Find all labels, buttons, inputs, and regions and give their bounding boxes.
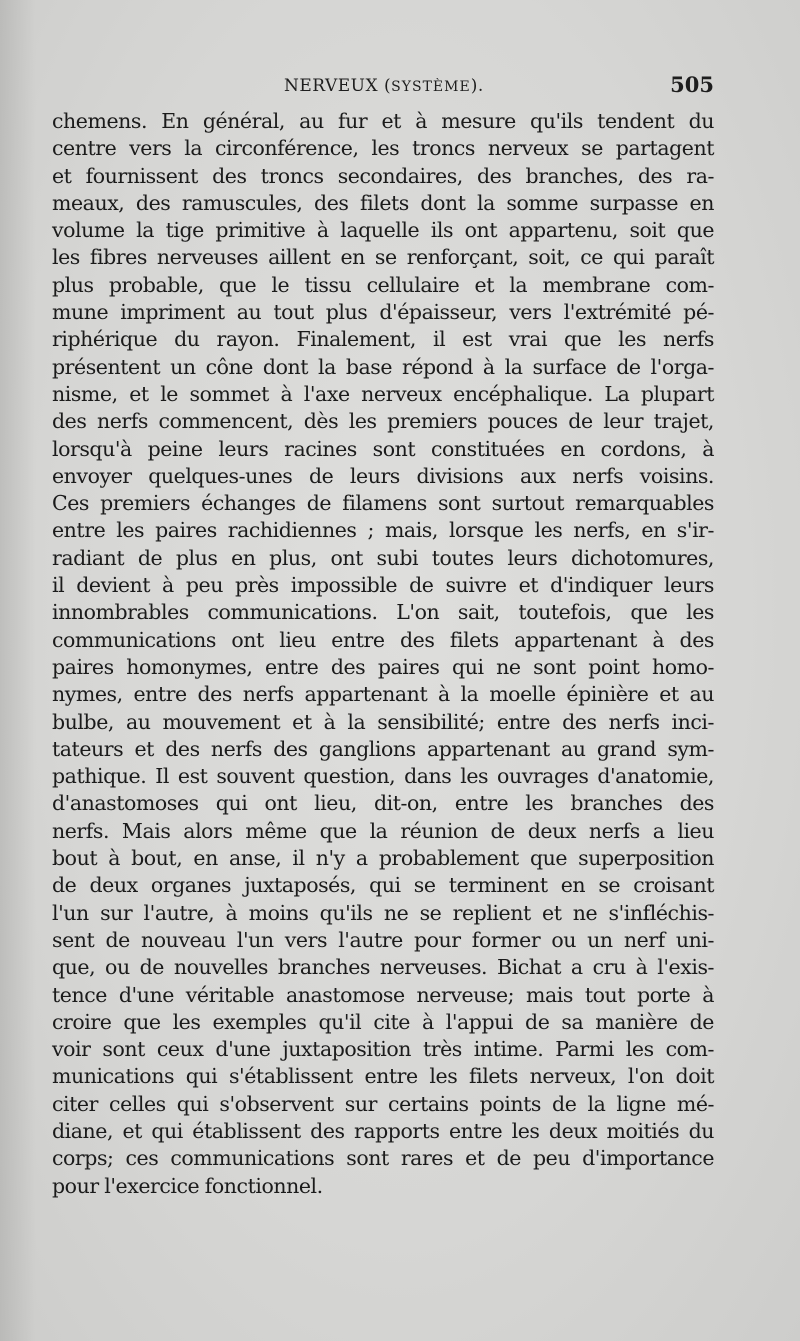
text-line: innombrables communications. L'on sait, toutefois, que les: [52, 600, 714, 625]
text-line: croire que les exemples qu'il cite à l'appui de sa manière de: [52, 1009, 714, 1034]
text-line: corps; ces communications sont rares et de peu d'importance: [52, 1146, 714, 1171]
text-line: nerfs. Mais alors même que la réunion de deux nerfs a lieu: [52, 818, 714, 843]
text-line: Ces premiers échanges de filamens sont surtout remarquables: [52, 491, 714, 516]
text-line: communications ont lieu entre des filets appartenant à des: [52, 627, 714, 652]
text-line: de deux organes juxtaposés, qui se terminent en se croisant: [52, 873, 714, 898]
text-line: radiant de plus en plus, ont subi toutes leurs dichotomures,: [52, 545, 714, 570]
text-line: paires homonymes, entre des paires qui ne sont point homo-: [52, 654, 714, 679]
running-title: [284, 76, 484, 96]
text-line: chemens. En général, au fur et à mesure qu'ils tendent du: [52, 109, 714, 133]
text-line: volume la tige primitive à laquelle ils ont appartenu, soit que: [52, 218, 714, 243]
text-line: plus probable, que le tissu cellulaire et la membrane com-: [52, 272, 714, 297]
text-line: envoyer quelques-unes de leurs divisions aux nerfs voisins.: [52, 463, 714, 488]
text-line: présentent un cône dont la base répond à la surface de l'orga-: [52, 354, 714, 379]
running-head: [52, 72, 714, 102]
text-line: les fibres nerveuses aillent en se renforçant, soit, ce qui paraît: [52, 245, 714, 270]
text-line: bout à bout, en anse, il n'y a probablement que superposition: [52, 846, 714, 871]
text-line: sent de nouveau l'un vers l'autre pour former ou un nerf uni-: [52, 927, 714, 952]
text-line: meaux, des ramuscules, des filets dont la somme surpasse en: [52, 190, 714, 215]
text-line: et fournissent des troncs secondaires, des branches, des ra-: [52, 163, 714, 188]
running-title-main: NERVEUX (: [284, 76, 392, 96]
text-line: lorsqu'à peine leurs racines sont constituées en cordons, à: [52, 436, 714, 461]
text-line: voir sont ceux d'une juxtaposition très intime. Parmi les com-: [52, 1037, 714, 1062]
text-line: tence d'une véritable anastomose nerveuse; mais tout porte à: [52, 982, 714, 1007]
running-title-small-caps: SYSTÈME: [391, 79, 471, 95]
text-line: riphérique du rayon. Finalement, il est vrai que les nerfs: [52, 327, 714, 352]
text-line: bulbe, au mouvement et à la sensibilité; entre des nerfs inci-: [52, 709, 714, 734]
page-number: 505: [670, 72, 714, 97]
text-line: l'un sur l'autre, à moins qu'ils ne se replient et ne s'infléchis-: [52, 900, 714, 925]
text-line: pathique. Il est souvent question, dans les ouvrages d'anatomie,: [52, 764, 714, 789]
body-text: [52, 108, 714, 1200]
text-line: nisme, et le sommet à l'axe nerveux encéphalique. La plupart: [52, 381, 714, 406]
text-line: des nerfs commencent, dès les premiers pouces de leur trajet,: [52, 409, 714, 434]
text-line: nymes, entre des nerfs appartenant à la moelle épinière et au: [52, 682, 714, 707]
text-line: pour l'exercice fonctionnel.: [52, 1173, 323, 1198]
text-line: il devient à peu près impossible de suivre et d'indiquer leurs: [52, 573, 714, 598]
text-line: entre les paires rachidiennes ; mais, lorsque les nerfs, en s'ir-: [52, 518, 714, 543]
text-line: mune impriment au tout plus d'épaisseur, vers l'extrémité pé-: [52, 300, 714, 325]
text-line: citer celles qui s'observent sur certains points de la ligne mé-: [52, 1091, 714, 1116]
text-line: centre vers la circonférence, les troncs nerveux se partagent: [52, 136, 714, 161]
running-title-end: ).: [470, 76, 484, 96]
text-line: que, ou de nouvelles branches nerveuses. Bichat a cru à l'exis-: [52, 955, 714, 980]
text-line: munications qui s'établissent entre les filets nerveux, l'on doit: [52, 1064, 714, 1089]
text-line: d'anastomoses qui ont lieu, dit-on, entre les branches des: [52, 791, 714, 816]
text-line: diane, et qui établissent des rapports entre les deux moitiés du: [52, 1118, 714, 1143]
text-line: tateurs et des nerfs des ganglions appartenant au grand sym-: [52, 736, 714, 761]
